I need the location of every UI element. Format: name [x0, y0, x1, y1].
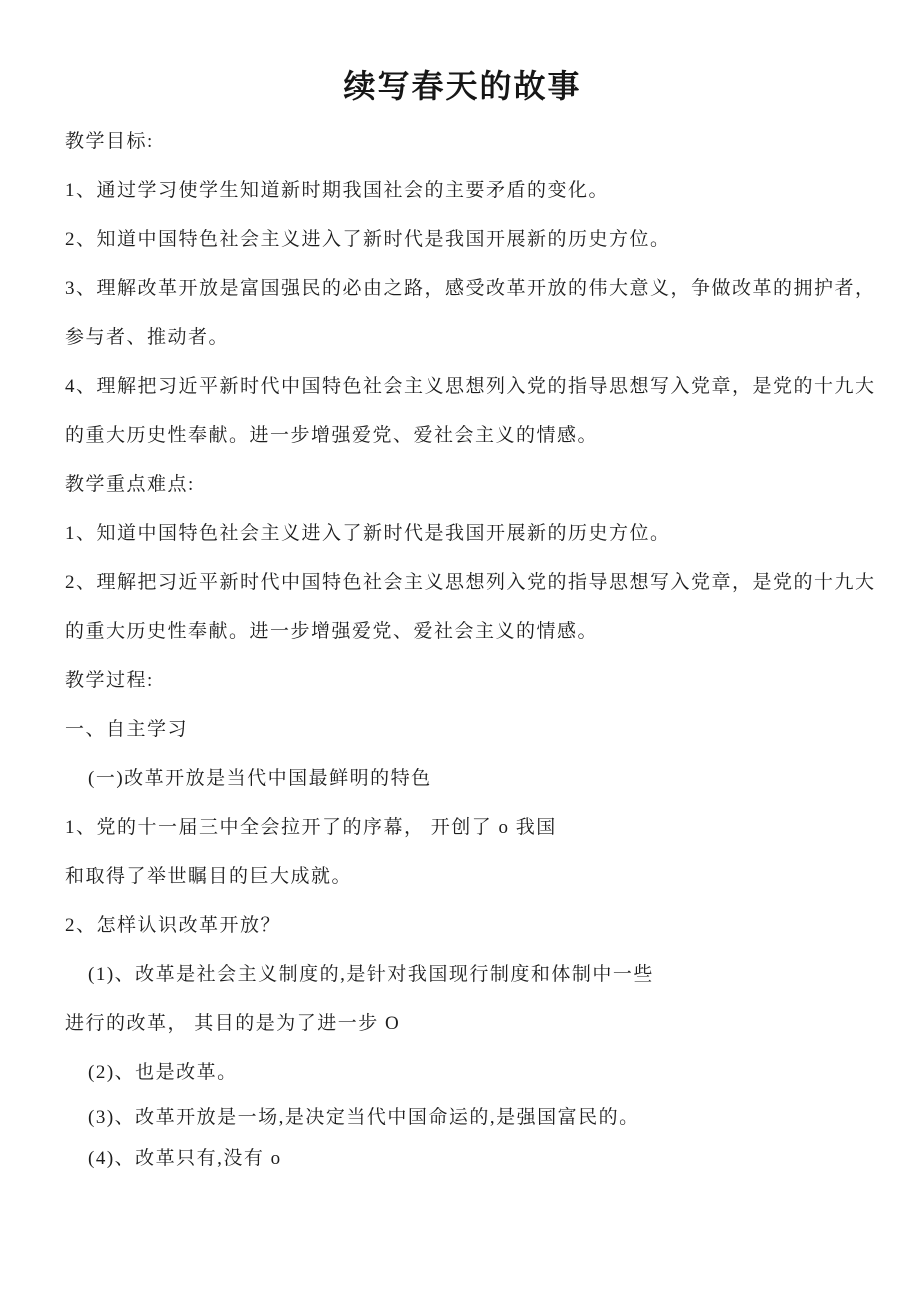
objective-item-2: 2、知道中国特色社会主义进入了新时代是我国开展新的历史方位。 [65, 229, 671, 250]
self-study-item-1-continued: 和取得了举世瞩目的巨大成就。 [65, 866, 353, 887]
document-title: 续写春天的故事 [343, 68, 582, 104]
objective-item-3-continued: 参与者、推动者。 [65, 327, 230, 348]
objective-item-3: 3、理解改革开放是富国强民的必由之路，感受改革开放的伟大意义，争做改革的拥护者， [65, 278, 876, 299]
sub-item-1: (1)、改革是社会主义制度的,是针对我国现行制度和体制中一些 [88, 964, 654, 985]
key-point-item-2-continued: 的重大历史性奉献。进一步增强爱党、爱社会主义的情感。 [65, 621, 599, 642]
document-body [65, 117, 876, 1179]
heading-teaching-objectives: 教学目标: [65, 131, 154, 152]
key-point-item-2: 2、理解把习近平新时代中国特色社会主义思想列入党的指导思想写入党章，是党的十九大 [65, 572, 876, 593]
self-study-item-1: 1、党的十一届三中全会拉开了的序幕， 开创了 o 我国 [65, 817, 557, 838]
heading-teaching-process: 教学过程: [65, 670, 154, 691]
objective-item-4: 4、理解把习近平新时代中国特色社会主义思想列入党的指导思想写入党章，是党的十九大 [65, 376, 876, 397]
sub-item-4: (4)、改革只有,没有 o [88, 1148, 282, 1169]
heading-key-difficult-points: 教学重点难点: [65, 474, 195, 495]
self-study-item-2: 2、怎样认识改革开放？ [65, 915, 282, 936]
objective-item-1: 1、通过学习使学生知道新时期我国社会的主要矛盾的变化。 [65, 180, 610, 201]
sub-item-1-continued: 进行的改革， 其目的是为了进一步 O [65, 1013, 401, 1034]
sub-item-3: (3)、改革开放是一场,是决定当代中国命运的,是强国富民的。 [88, 1107, 640, 1128]
sub-item-2: (2)、也是改革。 [88, 1062, 238, 1083]
subsection-reform-opening: (一)改革开放是当代中国最鲜明的特色 [88, 768, 432, 789]
section-self-study: 一、自主学习 [65, 719, 189, 740]
key-point-item-1: 1、知道中国特色社会主义进入了新时代是我国开展新的历史方位。 [65, 523, 671, 544]
objective-item-4-continued: 的重大历史性奉献。进一步增强爱党、爱社会主义的情感。 [65, 425, 599, 446]
